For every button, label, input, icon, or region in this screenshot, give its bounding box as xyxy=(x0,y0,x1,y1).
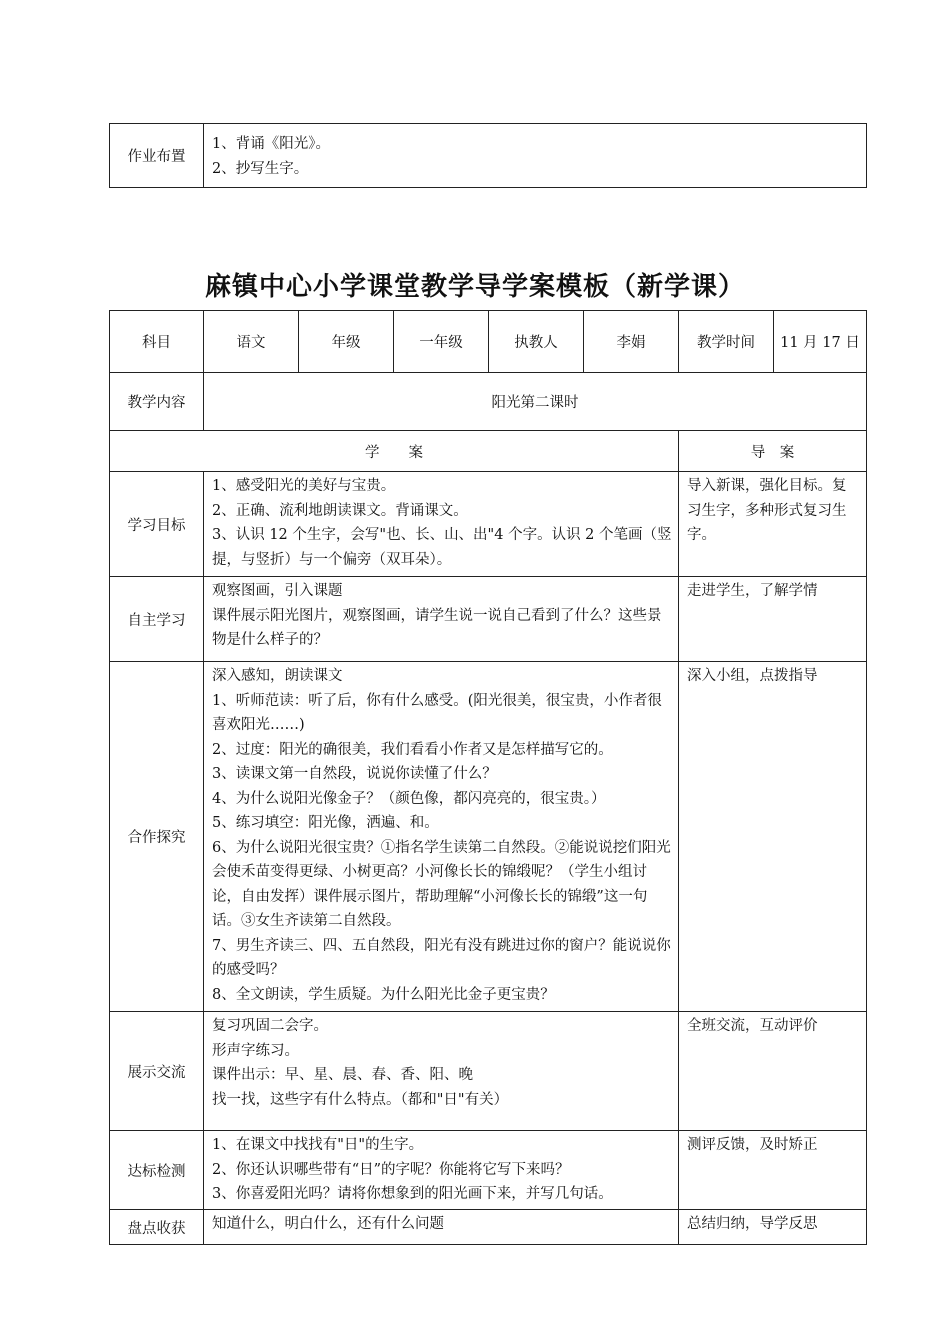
page-title: 麻镇中心小学课堂教学导学案模板（新学课） xyxy=(204,272,745,302)
study-cell xyxy=(204,577,679,662)
content-label: 教学内容 xyxy=(110,373,204,431)
guide-cell xyxy=(679,1131,867,1210)
homework-table xyxy=(109,123,867,188)
lesson-plan-table xyxy=(109,310,867,1245)
homework-line: 2、抄写生字。 xyxy=(212,160,309,177)
study-line: 复习巩固二会字。 xyxy=(212,1018,328,1034)
column-header-row xyxy=(110,431,867,472)
study-cell xyxy=(204,662,679,1012)
study-cell xyxy=(204,1210,679,1245)
assessment-row xyxy=(110,1131,867,1210)
study-line: 4、为什么说阳光像金子？（颜色像，都闪亮亮的，很宝贵。） xyxy=(212,790,606,807)
study-cell xyxy=(204,1131,679,1210)
presentation-row xyxy=(110,1012,867,1131)
teacher-label: 执教人 xyxy=(489,311,584,373)
homework-content xyxy=(204,124,867,188)
time-label: 教学时间 xyxy=(679,311,774,373)
study-line: 2、正确、流利地朗读课文。背诵课文。 xyxy=(212,502,468,519)
guide-line: 测评反馈，及时矫正 xyxy=(687,1137,818,1153)
study-line: 2、你还认识哪些带有“日”的字呢？你能将它写下来吗？ xyxy=(212,1161,570,1178)
study-plan-header: 学 案 xyxy=(110,431,679,472)
study-line: 5、练习填空：阳光像，洒遍、和。 xyxy=(212,815,439,831)
row-label: 盘点收获 xyxy=(110,1210,204,1245)
guide-cell xyxy=(679,1210,867,1245)
guide-cell xyxy=(679,472,867,577)
study-line: 课件出示：早、星、晨、春、香、阳、晚 xyxy=(212,1067,473,1083)
self-study-row xyxy=(110,577,867,662)
homework-line: 1、背诵《阳光》。 xyxy=(212,136,330,152)
study-cell xyxy=(204,1012,679,1131)
subject-label: 科目 xyxy=(110,311,204,373)
guide-line: 总结归纳，导学反思 xyxy=(687,1216,818,1232)
study-line: 3、认识 12 个生字，会写"也、长、山、出"4 个字。认识 2 个笔画（竖提，与竖折）与一个偏旁（双耳朵）。 xyxy=(212,527,672,568)
guide-cell xyxy=(679,577,867,662)
guide-cell xyxy=(679,1012,867,1131)
guide-line: 全班交流，互动评价 xyxy=(687,1018,818,1034)
guide-plan-header: 导 案 xyxy=(679,431,867,472)
study-line: 1、听师范读：听了后，你有什么感受。(阳光很美，很宝贵，小作者很喜欢阳光……) xyxy=(212,692,662,733)
study-line: 知道什么，明白什么，还有什么问题 xyxy=(212,1216,444,1232)
grade-value: 一年级 xyxy=(394,311,489,373)
guide-line: 走进学生，了解学情 xyxy=(687,583,818,599)
content-value: 阳光第二课时 xyxy=(204,373,867,431)
study-line: 2、过度：阳光的确很美，我们看看小作者又是怎样描写它的。 xyxy=(212,741,613,758)
study-line: 8、全文朗读，学生质疑。为什么阳光比金子更宝贵？ xyxy=(212,986,555,1003)
row-label: 达标检测 xyxy=(110,1131,204,1210)
study-line: 3、你喜爱阳光吗？请将你想象到的阳光画下来，并写几句话。 xyxy=(212,1186,613,1202)
teacher-value: 李娟 xyxy=(584,311,679,373)
guide-line: 导入新课，强化目标。复习生字，多种形式复习生字。 xyxy=(687,478,847,543)
study-line: 找一找，这些字有什么特点。（都和"日"有关） xyxy=(212,1091,509,1108)
study-line: 深入感知，朗读课文 xyxy=(212,668,343,684)
study-line: 6、为什么说阳光很宝贵？①指名学生读第二自然段。②能说说挖们阳光会使禾苗变得更绿、小树更高？小河像长长的锦缎呢？（学生小组讨论，自由发挥）课件展示图片，帮助理解“小河像长长的锦缎”这一句话。③女生齐读第二自然段。 xyxy=(212,839,671,929)
grade-label: 年级 xyxy=(299,311,394,373)
summary-row xyxy=(110,1210,867,1245)
study-line: 3、读课文第一自然段，说说你读懂了什么？ xyxy=(212,766,497,782)
row-label: 合作探究 xyxy=(110,662,204,1012)
time-value: 11 月 17 日 xyxy=(774,311,867,373)
row-label: 学习目标 xyxy=(110,472,204,577)
guide-cell xyxy=(679,662,867,1012)
content-row xyxy=(110,373,867,431)
study-line: 1、在课文中找找有"日"的生字。 xyxy=(212,1137,424,1153)
study-cell xyxy=(204,472,679,577)
info-row xyxy=(110,311,867,373)
learning-goals-row xyxy=(110,472,867,577)
study-line: 课件展示阳光图片，观察图画，请学生说一说自己看到了什么？这些景物是什么样子的？ xyxy=(212,607,662,648)
subject-value: 语文 xyxy=(204,311,299,373)
row-label: 展示交流 xyxy=(110,1012,204,1131)
row-label: 自主学习 xyxy=(110,577,204,662)
study-line: 观察图画，引入课题 xyxy=(212,583,343,599)
study-line: 7、男生齐读三、四、五自然段，阳光有没有跳进过你的窗户？能说说你的感受吗？ xyxy=(212,937,671,978)
study-line: 1、感受阳光的美好与宝贵。 xyxy=(212,478,396,494)
homework-label: 作业布置 xyxy=(110,124,204,188)
study-line: 形声字练习。 xyxy=(212,1042,299,1059)
cooperative-inquiry-row xyxy=(110,662,867,1012)
guide-line: 深入小组，点拨指导 xyxy=(687,668,818,684)
